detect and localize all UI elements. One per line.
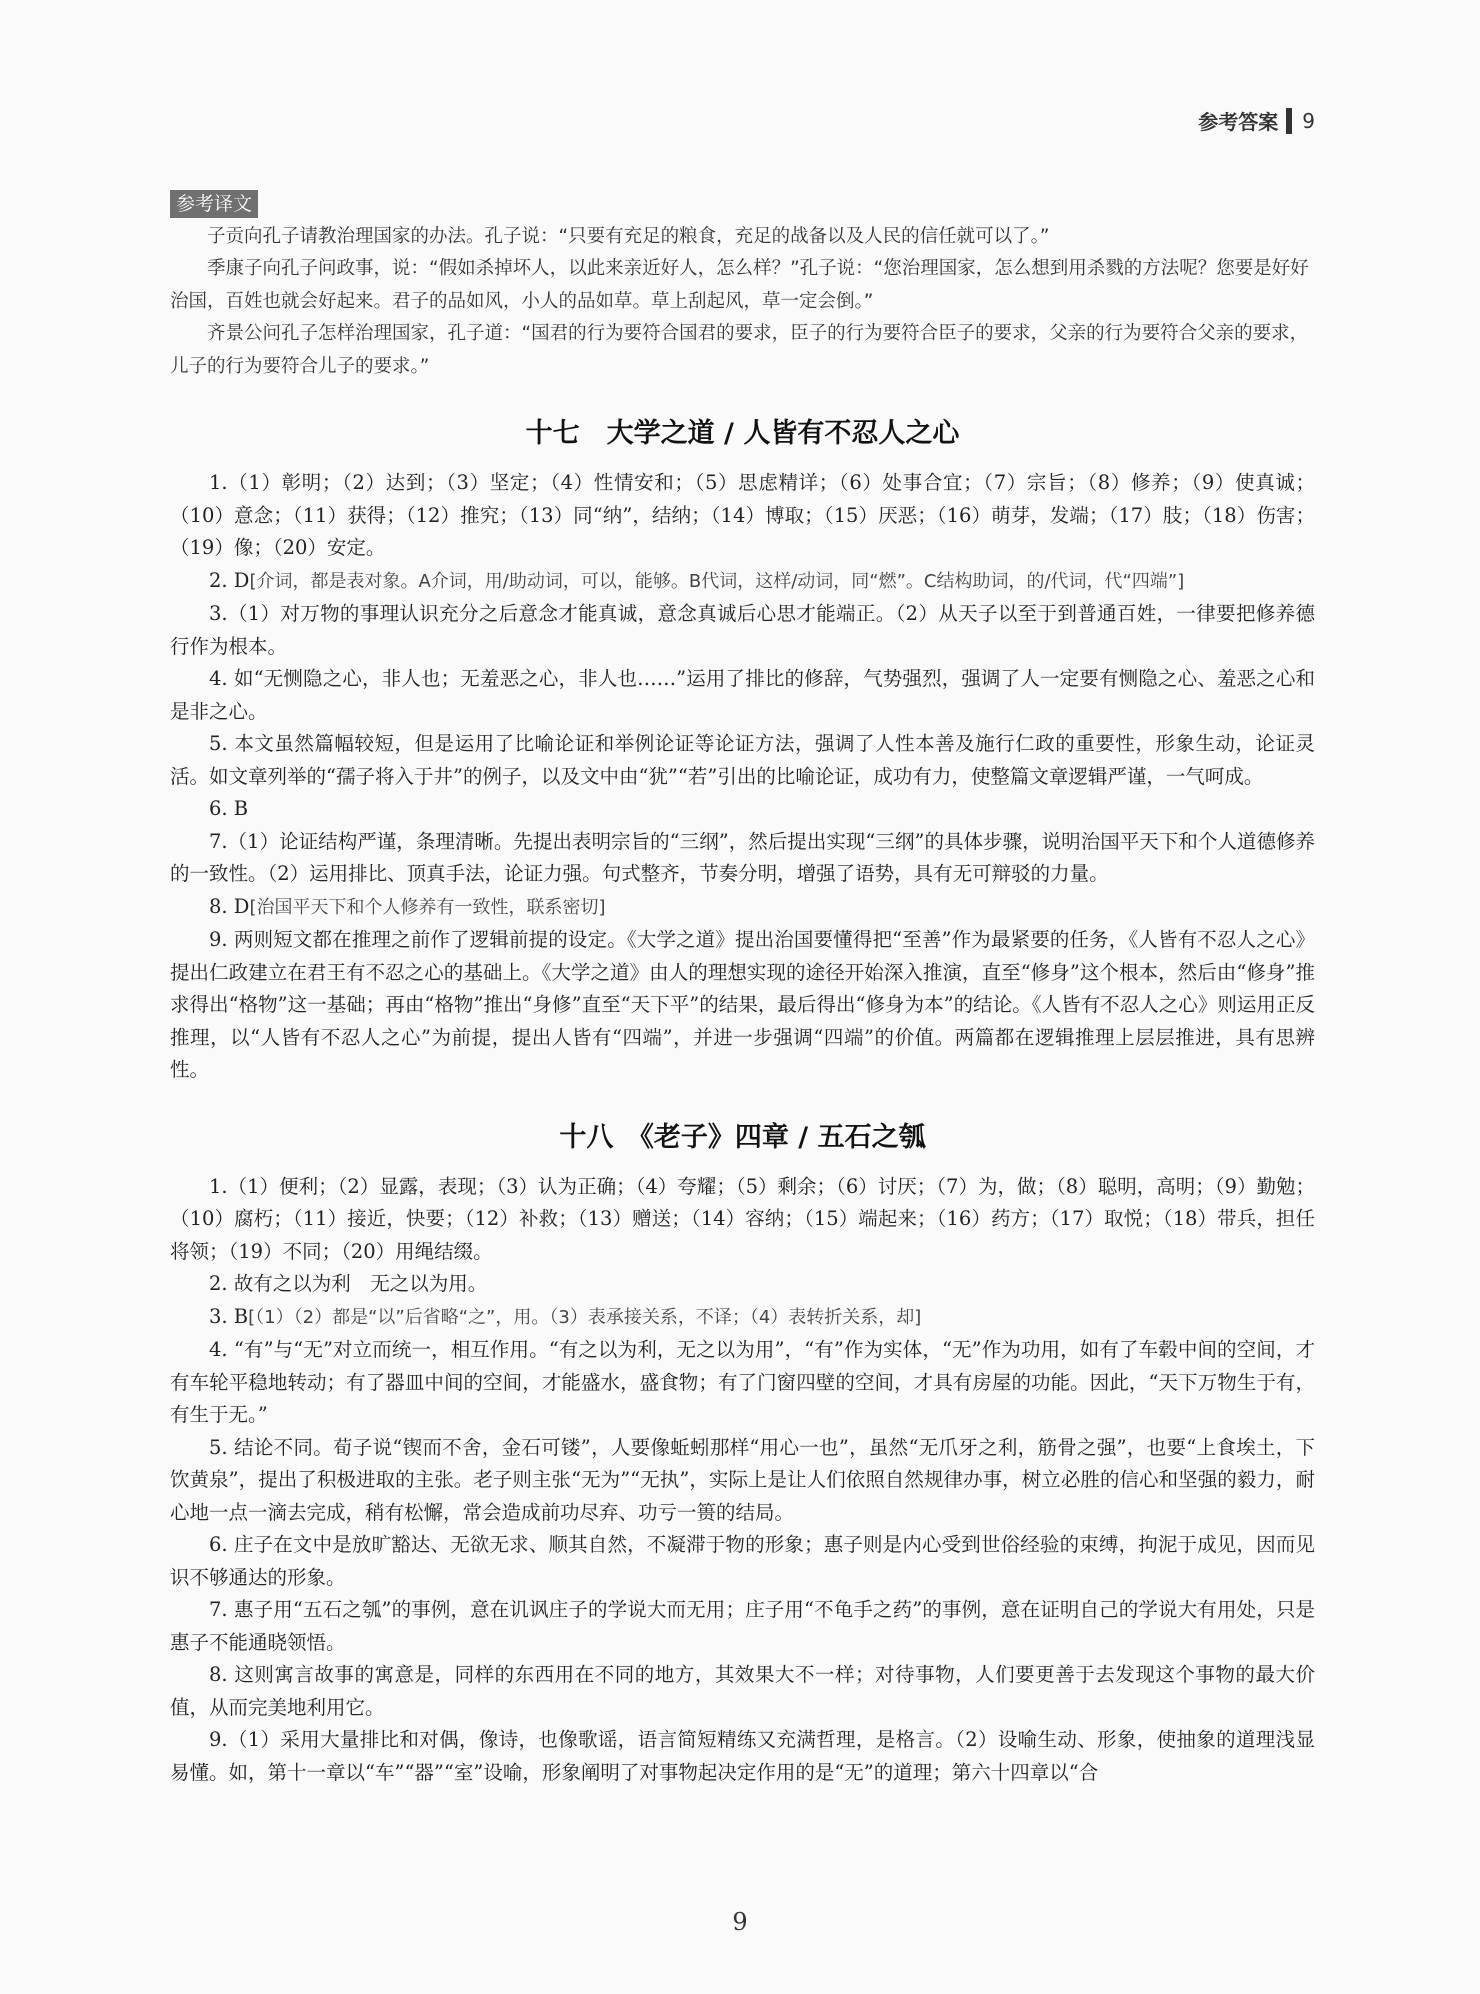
answer-item (170, 793, 1315, 826)
answer-item (170, 1334, 1315, 1432)
answer-text: 3.（1）对万物的事理认识充分之后意念才能真诚，意念真诚后心思才能端正。（2）从天子以至于到普通百姓，一律要把修养德行作为根本。 (170, 602, 1315, 658)
running-header (1198, 106, 1315, 135)
header-page-number: 9 (1302, 108, 1315, 133)
answer-text: 9.（1）采用大量排比和对偶，像诗，也像歌谣，语言简短精练又充满哲理，是格言。（2）设喻生动、形象，使抽象的道理浅显易懂。如，第十一章以“车”“器”“室”设喻，形象阐明了对事物起决定作用的是“无”的道理；第六十四章以“合 (170, 1728, 1315, 1784)
main-content (170, 188, 1315, 1789)
answer-note: [介词，都是表对象。A介词，用/助动词，可以，能够。B代词，这样/动词，同“燃”。C结构助词，的/代词，代“四端”] (249, 570, 1185, 592)
answer-item (170, 1659, 1315, 1724)
answer-text: 6. B (209, 797, 249, 820)
answer-item (170, 1432, 1315, 1530)
answer-text: 2. 故有之以为利 无之以为用。 (209, 1272, 488, 1295)
answer-item (170, 1301, 1315, 1335)
answer-item (170, 663, 1315, 728)
section-18-title: 十八 《老子》四章 / 五石之瓠 (559, 1121, 926, 1153)
translation-tag: 参考译文 (170, 190, 258, 218)
section-18-answers (170, 1171, 1315, 1790)
answer-note: [治国平天下和个人修养有一致性，联系密切] (249, 896, 606, 918)
answer-text: 1.（1）彰明；（2）达到；（3）坚定；（4）性情安和；（5）思虑精详；（6）处事合宜；（7）宗旨；（8）修养；（9）使真诚；（10）意念；（11）获得；（12）推究；（13）同“纳”，结纳；（14）博取；（15）厌恶；（16）萌芽，发端；（17）肢；（18）伤害；（19）像；（20）安定。 (170, 471, 1315, 559)
answer-text: 1.（1）便利；（2）显露，表现；（3）认为正确；（4）夸耀；（5）剩余；（6）讨厌；（7）为，做；（8）聪明，高明；（9）勤勉；（10）腐朽；（11）接近，快要；（12）补救；（13）赠送；（14）容纳；（15）端起来；（16）药方；（17）取悦；（18）带兵，担任将领；（19）不同；（20）用绳结缀。 (170, 1174, 1315, 1263)
answer-item (170, 1724, 1315, 1789)
answer-item (170, 467, 1315, 565)
answer-text: 4. “有”与“无”对立而统一，相互作用。“有之以为利，无之以为用”，“有”作为实体，“无”作为功用，如有了车毂中间的空间，才有车轮平稳地转动；有了器皿中间的空间，才能盛水，盛食物；有了门窗四壁的空间，才具有房屋的功能。因此，“天下万物生于有，有生于无。” (170, 1338, 1315, 1426)
answer-text: 3. B (209, 1304, 249, 1328)
answer-text: 8. D (209, 894, 250, 918)
answer-item (170, 728, 1315, 793)
answer-item (170, 924, 1315, 1087)
answer-text: 8. 这则寓言故事的寓意是，同样的东西用在不同的地方，其效果大不一样；对待事物，人们要更善于去发现这个事物的最大价值，从而完美地利用它。 (170, 1663, 1315, 1719)
answer-item (170, 891, 1315, 925)
answer-text: 4. 如“无恻隐之心，非人也；无羞恶之心，非人也……”运用了排比的修辞，气势强烈，强调了人一定要有恻隐之心、羞恶之心和是非之心。 (170, 667, 1315, 723)
answer-item (170, 1594, 1315, 1659)
answer-text: 9. 两则短文都在推理之前作了逻辑前提的设定。《大学之道》提出治国要懂得把“至善”作为最紧要的任务，《人皆有不忍人之心》提出仁政建立在君王有不忍之心的基础上。《大学之道》由人的理想实现的途径开始深入推演，直至“修身”这个根本，然后由“修身”推求得出“格物”这一基础；再由“格物”推出“身修”直至“天下平”的结果，最后得出“修身为本”的结论。《人皆有不忍人之心》则运用正反推理，以“人皆有不忍人之心”为前提，提出人皆有“四端”，并进一步强调“四端”的价值。两篇都在逻辑推理上层层推进，具有思辨性。 (170, 928, 1315, 1081)
answer-text: 5. 本文虽然篇幅较短，但是运用了比喻论证和举例论证等论证方法，强调了人性本善及施行仁政的重要性，形象生动，论证灵活。如文章列举的“孺子将入于井”的例子，以及文中由“犹”“若”引出的比喻论证，成功有力，使整篇文章逻辑严谨，一气呵成。 (170, 732, 1315, 788)
answer-item (170, 598, 1315, 663)
answer-text: 7. 惠子用“五石之瓠”的事例，意在讥讽庄子的学说大而无用；庄子用“不龟手之药”的事例，意在证明自己的学说大有用处，只是惠子不能通晓领悟。 (170, 1598, 1315, 1654)
answer-item (170, 1268, 1315, 1301)
section-17-answers (170, 467, 1315, 1087)
answer-item (170, 1171, 1315, 1269)
translation-paragraph: 齐景公问孔子怎样治理国家，孔子道：“国君的行为要符合国君的要求，臣子的行为要符合臣子的要求，父亲的行为要符合父亲的要求，儿子的行为要符合儿子的要求。” (170, 323, 1309, 377)
answer-text: 6. 庄子在文中是放旷豁达、无欲无求、顺其自然，不凝滞于物的形象；惠子则是内心受到世俗经验的束缚，拘泥于成见，因而见识不够通达的形象。 (170, 1533, 1315, 1589)
section-17-title: 十七 大学之道 / 人皆有不忍人之心 (525, 418, 960, 449)
page-number: 9 (732, 1908, 748, 1936)
answer-item (170, 826, 1315, 891)
translation-paragraph: 季康子向孔子问政事，说：“假如杀掉坏人，以此来亲近好人，怎么样？”孔子说：“您治理国家，怎么想到用杀戮的方法呢？您要是好好治国，百姓也就会好起来。君子的品如风，小人的品如草。草上刮起风，草一定会倒。” (170, 258, 1309, 312)
translation-block (170, 188, 1315, 383)
answer-text: 5. 结论不同。荀子说“锲而不舍，金石可镂”，人要像蚯蚓那样“用心一也”，虽然“无爪牙之利，筋骨之强”，也要“上食埃土，下饮黄泉”，提出了积极进取的主张。老子则主张“无为”“无执”，实际上是让人们依照自然规律办事，树立必胜的信心和坚强的毅力，耐心地一点一滴去完成，稍有松懈，常会造成前功尽弃、功亏一篑的结局。 (170, 1435, 1315, 1524)
answer-text: 2. D (209, 568, 250, 592)
header-title: 参考答案 (1198, 110, 1279, 134)
answer-item (170, 565, 1315, 599)
answer-item (170, 1529, 1315, 1594)
answer-text: 7.（1）论证结构严谨，条理清晰。先提出表明宗旨的“三纲”，然后提出实现“三纲”的具体步骤，说明治国平天下和个人道德修养的一致性。（2）运用排比、顶真手法，论证力强。句式整齐，节奏分明，增强了语势，具有无可辩驳的力量。 (170, 829, 1315, 885)
header-divider (1286, 108, 1292, 134)
answer-note: [（1）（2）都是“以”后省略“之”，用。（3）表承接关系，不译；（4）表转折关系，却] (248, 1306, 922, 1328)
translation-paragraph: 子贡向孔子请教治理国家的办法。孔子说：“只要有充足的粮食，充足的战备以及人民的信任就可以了。” (207, 225, 1050, 247)
